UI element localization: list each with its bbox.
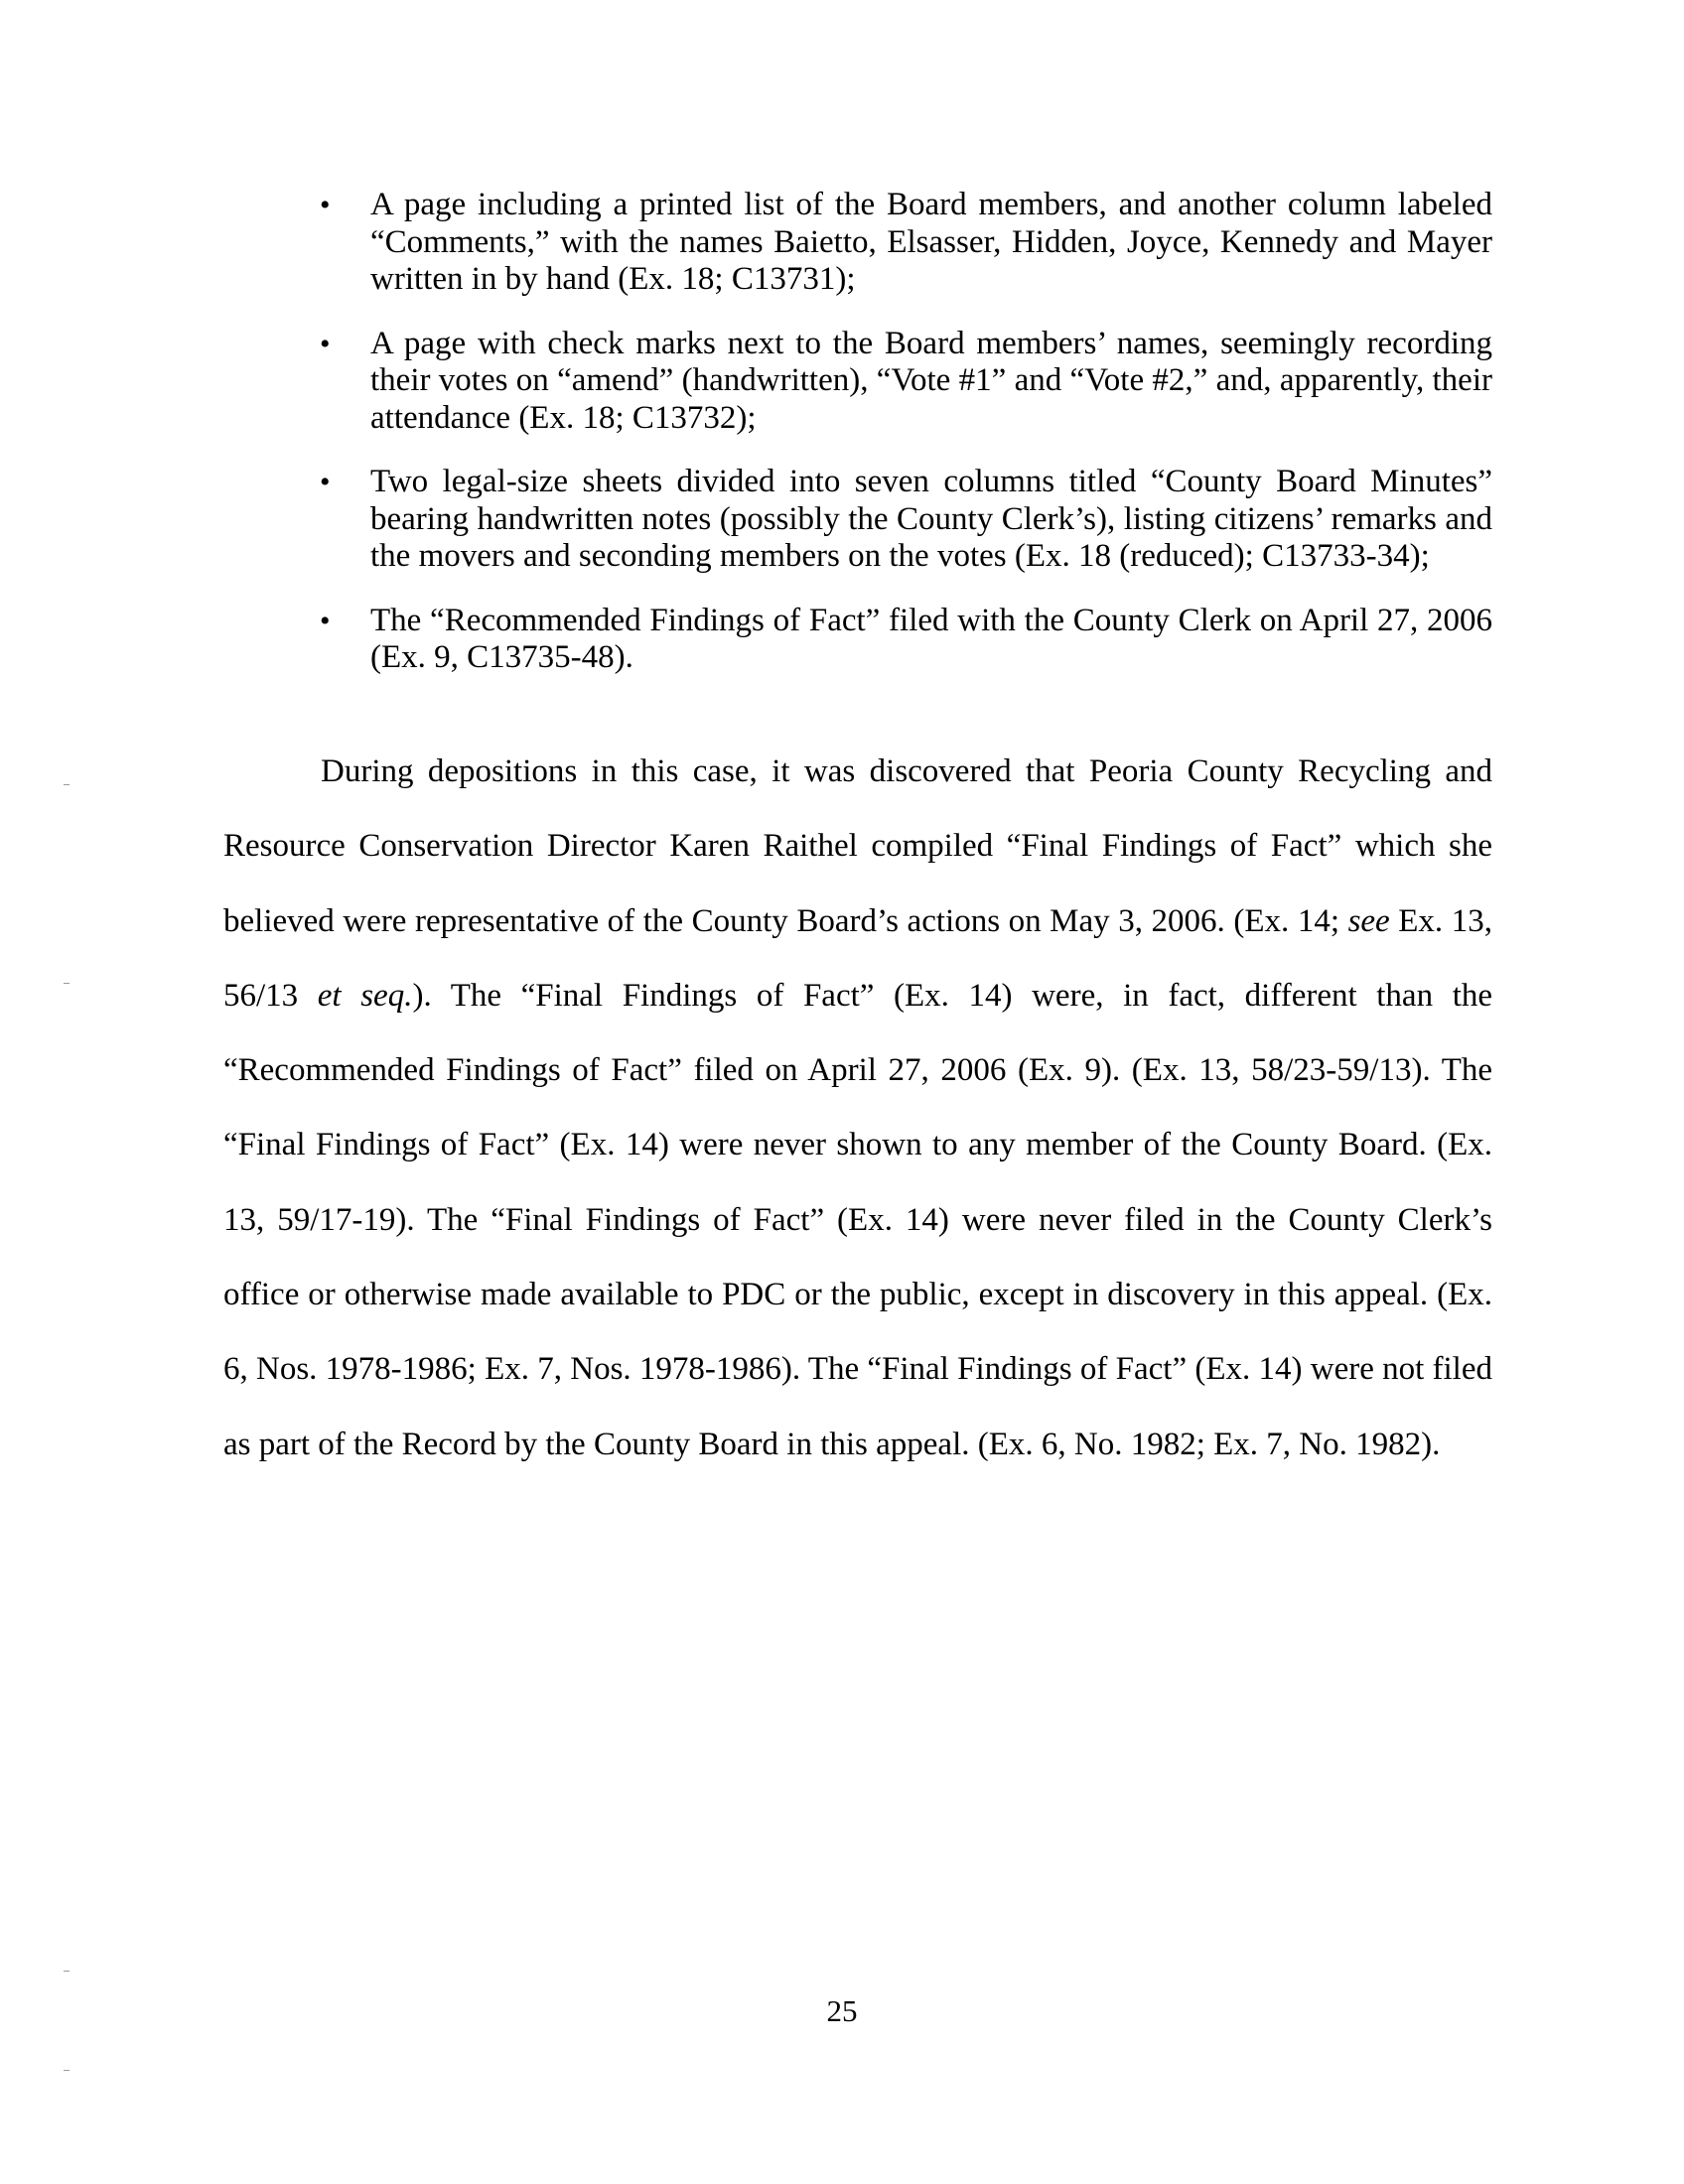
scan-margin-mark	[64, 983, 70, 984]
bullet-item	[316, 187, 1492, 299]
bullet-dot-icon: •	[320, 327, 331, 360]
evidence-bullet-list	[316, 187, 1492, 704]
bullet-text: Two legal-size sheets divided into seven columns titled “County Board Minutes” bearing handwritten notes (possibly the County Clerk’s), listing citizens’ remarks and the movers and seconding members on the votes (Ex. 18 (reduced); C13733-34);	[370, 464, 1492, 574]
paragraph-text-part1: During depositions in this case, it was discovered that Peoria County Recycling and Resource Conservation Director Karen Raithel compiled “Final Findings of Fact” which she believed were representative of the County Board’s actions on May 3, 2006. (Ex. 14;	[223, 753, 1492, 939]
bullet-dot-icon: •	[320, 604, 331, 637]
page-number: 25	[826, 1993, 858, 2028]
bullet-text: A page with check marks next to the Board members’ names, seemingly recording their votes on “amend” (handwritten), “Vote #1” and “Vote #2,” and, apparently, their attendance (Ex. 18; C13732);	[370, 325, 1492, 436]
scan-margin-mark	[64, 784, 70, 785]
bullet-item	[316, 603, 1492, 677]
bullet-text: A page including a printed list of the Board members, and another column labeled “Comments,” with the names Baietto, Elsasser, Hidden, Joyce, Kennedy and Mayer written in by hand (Ex. 18; C13731);	[370, 187, 1492, 297]
paragraph-text-part2: Ex. 13, 56/13	[223, 902, 1492, 1014]
bullet-text: The “Recommended Findings of Fact” filed with the County Clerk on April 27, 2006 (Ex. 9, C13735-48).	[370, 602, 1492, 675]
paragraph-citation-et-seq: et seq.	[317, 977, 413, 1014]
bullet-dot-icon: •	[320, 466, 331, 498]
scan-margin-mark	[64, 2070, 70, 2071]
paragraph-citation-see: see	[1347, 902, 1390, 939]
bullet-item	[316, 464, 1492, 576]
body-paragraph	[223, 735, 1492, 1482]
bullet-dot-icon: •	[320, 189, 331, 221]
bullet-item	[316, 326, 1492, 438]
paragraph-text-part3: ). The “Final Findings of Fact” (Ex. 14) were, in fact, different than the “Recommended Findings of Fact” filed on April 27, 2006 (Ex. 9). (Ex. 13, 58/23-59/13). The “Final Findings of Fact” (Ex. 14) were never shown to any member of the County Board. (Ex. 13, 59/17-19). The “Final Findings of Fact” (Ex. 14) were never filed in the County Clerk’s office or otherwise made available to PDC or the public, except in discovery in this appeal. (Ex. 6, Nos. 1978-1986; Ex. 7, Nos. 1978-1986). The “Final Findings of Fact” (Ex. 14) were not filed as part of the Record by the County Board in this appeal. (Ex. 6, No. 1982; Ex. 7, No. 1982).	[223, 977, 1493, 1462]
scan-margin-mark	[64, 1971, 70, 1972]
